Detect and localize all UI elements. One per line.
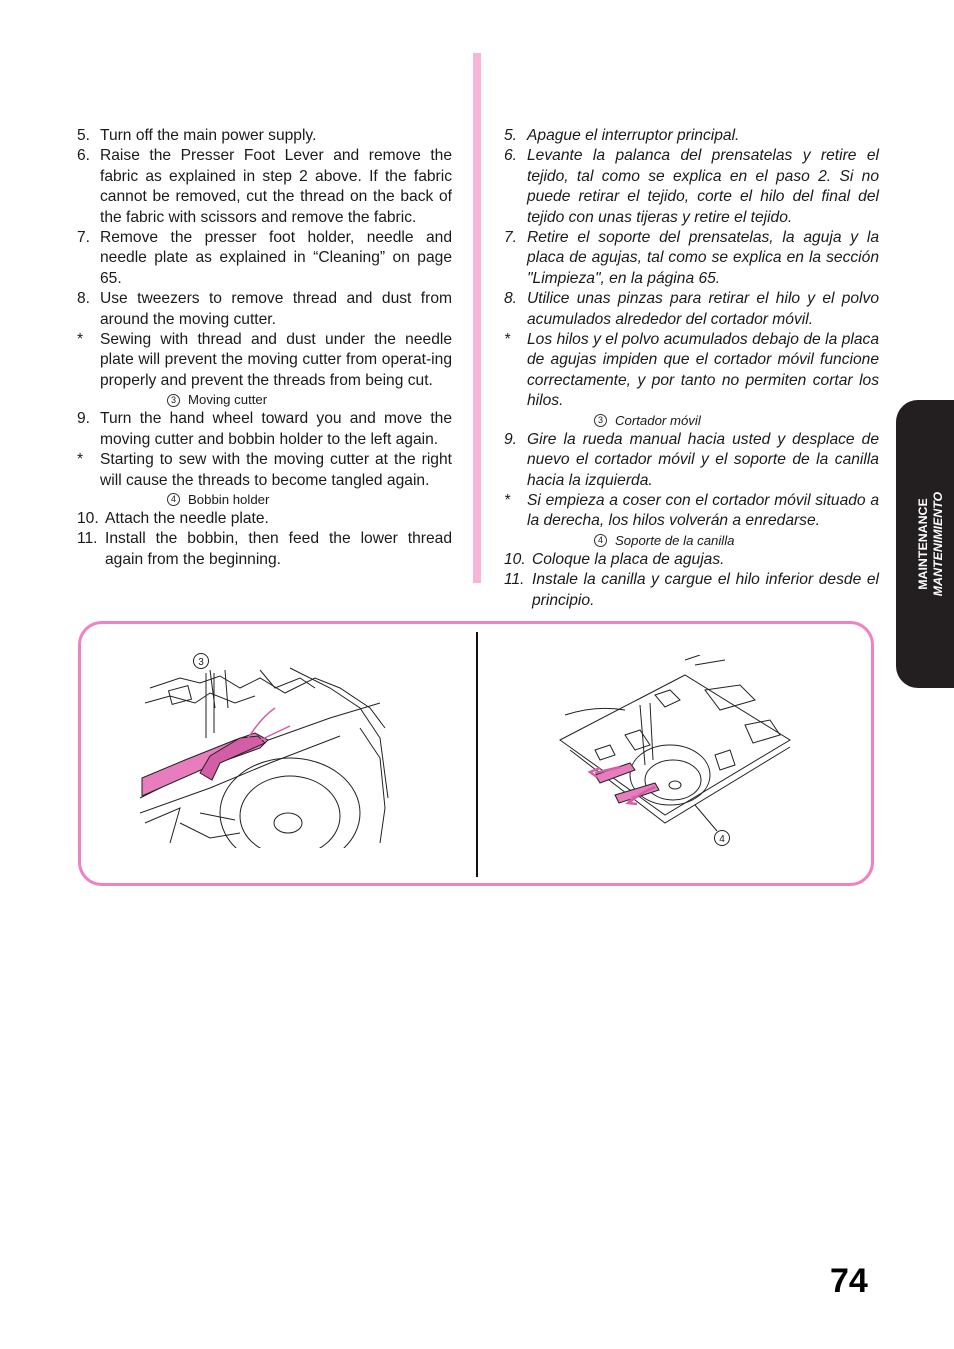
step-6-en: 6. Raise the Presser Foot Lever and remove the fabric as explained in step 2 above. If the fabric cannot be removed, cut the thread on the back of the fabric with scissors and remove the fabric. xyxy=(77,147,452,226)
caption-moving-cutter: 3 Moving cutter xyxy=(77,391,452,409)
step-11-es: 11. Instale la canilla y cargue el hilo inferior desde el principio. xyxy=(504,571,879,609)
page-number: 74 xyxy=(830,1262,868,1300)
section-tab-label xyxy=(916,492,946,596)
step-5-en: 5. Turn off the main power supply. xyxy=(77,127,317,144)
spanish-column xyxy=(504,126,879,611)
section-tab-en: MAINTENANCE xyxy=(916,498,930,590)
step-9-en: 9. Turn the hand wheel toward you and move the moving cutter and bobbin holder to the left again. xyxy=(77,410,452,448)
bobbin-holder-illustration xyxy=(555,655,795,850)
callout-number: 4 xyxy=(167,493,180,506)
callout-number: 4 xyxy=(594,534,607,547)
note-1-es: * Los hilos y el polvo acumulados debajo de la placa de agujas impiden que el cortador móvil funcione correctamente, y por tanto no permiten cortar los hilos. xyxy=(504,331,879,410)
step-8-en: 8. Use tweezers to remove thread and dust from around the moving cutter. xyxy=(77,290,452,328)
note-1-en: * Sewing with thread and dust under the needle plate will prevent the moving cutter from operat-ing properly and prevent the threads from being cut. xyxy=(77,331,452,389)
moving-cutter-illustration xyxy=(140,648,390,848)
caption-bobbin-holder: 4 Bobbin holder xyxy=(77,491,452,509)
caption-cortador-movil: 3 Cortador móvil xyxy=(504,412,879,430)
step-11-en: 11. Install the bobbin, then feed the lower thread again from the beginning. xyxy=(77,530,452,568)
step-5-es: 5. Apague el interruptor principal. xyxy=(504,127,740,144)
step-8-es: 8. Utilice unas pinzas para retirar el hilo y el polvo acumulados alrededor del cortador móvil. xyxy=(504,290,879,328)
english-column xyxy=(77,126,452,570)
callout-number: 3 xyxy=(594,414,607,427)
column-divider xyxy=(473,53,481,583)
step-10-en: 10. Attach the needle plate. xyxy=(77,509,269,527)
step-6-es: 6. Levante la palanca del prensatelas y retire el tejido, tal como se explica en el paso 2. Si no puede retirar el tejido, corte el hilo del final del tejido con unas tijeras y retire el tejido. xyxy=(504,147,879,226)
illustration-divider xyxy=(476,632,478,877)
note-2-es: * Si empieza a coser con el cortador móvil situado a la derecha, los hilos volverán a enredarse. xyxy=(504,491,879,530)
section-tab-es: MANTENIMIENTO xyxy=(931,491,945,597)
callout-4-label: 4 xyxy=(719,834,725,845)
caption-soporte-canilla: 4 Soporte de la canilla xyxy=(504,532,879,550)
step-9-es: 9. Gire la rueda manual hacia usted y desplace de nuevo el cortador móvil y el soporte de la canilla hacia la izquierda. xyxy=(504,430,879,489)
step-7-en: 7. Remove the presser foot holder, needle and needle plate as explained in “Cleaning” on page 65. xyxy=(77,229,452,287)
callout-3-label: 3 xyxy=(198,657,204,668)
step-10-es: 10. Coloque la placa de agujas. xyxy=(504,550,725,568)
step-7-es: 7. Retire el soporte del prensatelas, la aguja y la placa de agujas, tal como se explica en la sección "Limpieza", en la página 65. xyxy=(504,229,879,287)
callout-number: 3 xyxy=(167,394,180,407)
note-2-en: * Starting to sew with the moving cutter at the right will cause the threads to become tangled again. xyxy=(77,451,452,489)
section-tab xyxy=(896,400,954,688)
